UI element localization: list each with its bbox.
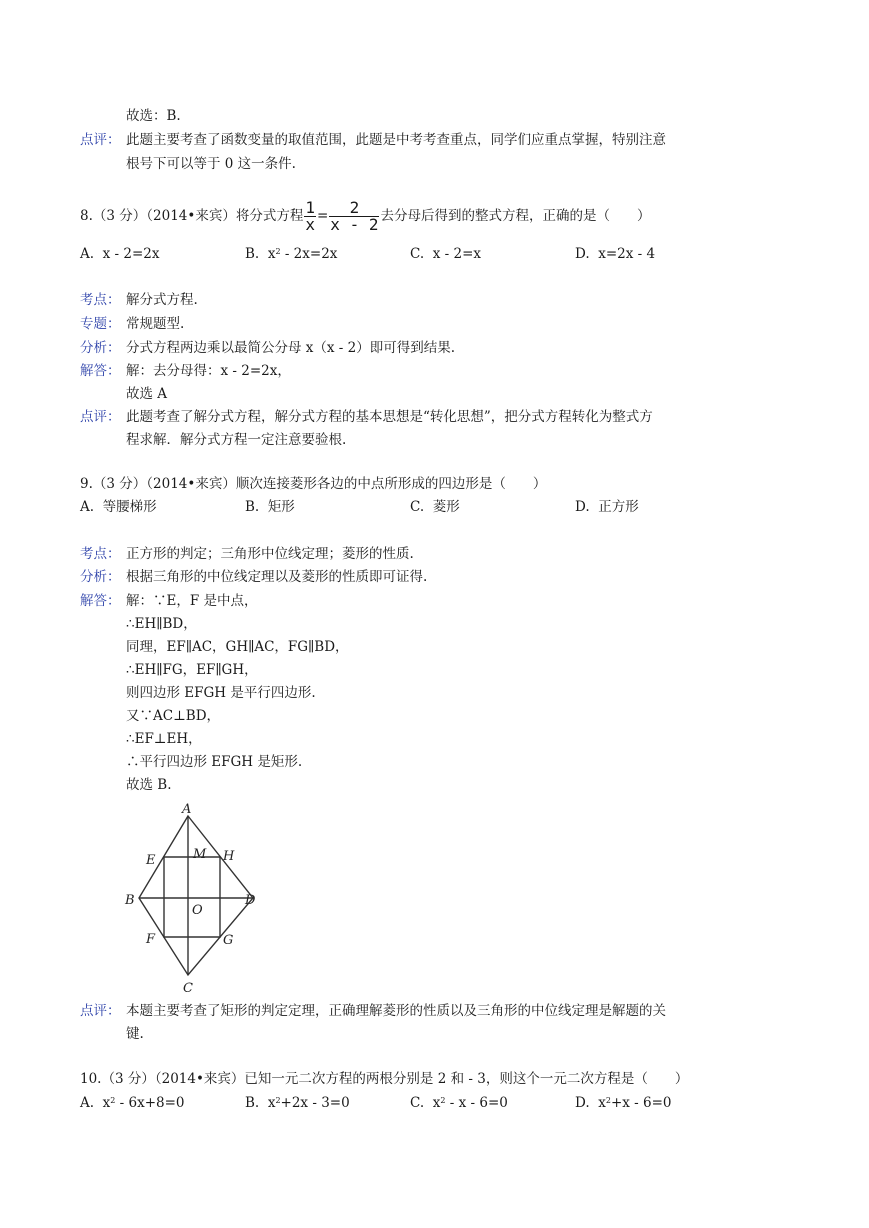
q9-step-3: 同理，EF∥AC，GH∥AC，FG∥BD， — [126, 639, 349, 655]
q8-jieda-line-1: 解：去分母得：x - 2=2x， — [126, 363, 291, 379]
q8-option-d-label: D. — [575, 246, 590, 262]
q8-zhuanti-label: 专题： — [80, 316, 121, 332]
q8-option-b-label: B. — [245, 246, 260, 262]
q10-option-a[interactable] — [80, 1094, 185, 1112]
q8-stem-prefix: 8.（3 分）（2014•来宾）将分式方程 — [80, 208, 304, 224]
q9-step-6: 又∵AC⊥BD， — [126, 708, 221, 724]
label-o: O — [192, 903, 203, 918]
rectangle-efgh — [164, 857, 220, 937]
q10-option-d-base: x — [598, 1095, 606, 1111]
q9-dianping-line-1: 本题主要考查了矩形的判定定理，正确理解菱形的性质以及三角形的中位线定理是解题的关 — [126, 1003, 666, 1019]
q10-option-a-base: x — [102, 1095, 111, 1111]
q8-frac2-denominator: x - 2 — [330, 215, 379, 234]
q8-frac1-denominator: x — [305, 215, 315, 234]
q10-stem: 10.（3 分）（2014•来宾）已知一元二次方程的两根分别是 2 和 - 3，则这个一元二次方程是（ ） — [80, 1071, 689, 1087]
q8-equals: = — [316, 208, 329, 224]
q8-kaodian-label: 考点： — [80, 292, 121, 308]
q9-step-4: ∴EH∥FG，EF∥GH， — [126, 662, 258, 678]
q9-stem: 9.（3 分）（2014•来宾）顺次连接菱形各边的中点所形成的四边形是（ ） — [80, 476, 547, 492]
label-g: G — [223, 933, 234, 948]
q8-stem — [80, 198, 650, 234]
q8-jieda-label: 解答： — [80, 363, 121, 379]
q9-jieda-label: 解答： — [80, 593, 121, 609]
q8-option-c-label: C. — [410, 246, 425, 262]
q9-dianping-line-2: 键. — [126, 1026, 144, 1042]
q8-option-b[interactable] — [245, 245, 337, 263]
q9-step-8: ∴平行四边形 EFGH 是矩形. — [126, 754, 303, 770]
label-b: B — [125, 893, 135, 908]
q8-fraction-2 — [329, 200, 379, 233]
q10-option-c-label: C. — [410, 1095, 425, 1111]
q7-comment-line-2: 根号下可以等于 0 这一条件. — [126, 156, 296, 172]
q8-dianping-label: 点评： — [80, 409, 121, 425]
label-m: M — [193, 847, 207, 862]
q9-step-1: 解：∵E，F 是中点， — [126, 593, 258, 609]
q9-kaodian-label: 考点： — [80, 546, 121, 562]
q8-option-d-text: x=2x - 4 — [598, 246, 656, 262]
q9-option-c-label: C. — [410, 499, 425, 515]
q8-stem-suffix: 去分母后得到的整式方程，正确的是（ ） — [380, 208, 651, 224]
q8-dianping-line-1: 此题考查了解分式方程，解分式方程的基本思想是“转化思想”，把分式方程转化为整式方 — [126, 409, 653, 425]
q8-kaodian: 解分式方程. — [126, 292, 198, 308]
q8-dianping-line-2: 程求解．解分式方程一定注意要验根. — [126, 432, 347, 448]
q8-frac2-numerator: 2 — [329, 200, 379, 217]
q9-option-c-text: 菱形 — [432, 499, 460, 515]
q9-step-5: 则四边形 EFGH 是平行四边形. — [126, 685, 316, 701]
q10-option-b[interactable] — [245, 1094, 350, 1112]
q8-option-a-text: x - 2=2x — [102, 246, 160, 262]
q8-option-c-text: x - 2=x — [432, 246, 482, 262]
q9-step-2: ∴EH∥BD， — [126, 616, 197, 632]
rhombus-figure — [118, 800, 268, 1000]
q8-option-b-base: x — [267, 246, 276, 262]
q10-option-d-exponent: 2 — [605, 1096, 611, 1105]
q8-fenxi: 分式方程两边乘以最简公分母 x（x - 2）即可得到结果. — [126, 340, 456, 356]
q9-option-c[interactable] — [410, 498, 460, 516]
q9-fenxi-label: 分析： — [80, 569, 121, 585]
q9-step-9: 故选 B. — [126, 777, 172, 793]
q9-option-b-text: 矩形 — [267, 499, 295, 515]
q10-option-c-exponent: 2 — [440, 1096, 446, 1105]
label-a: A — [182, 802, 192, 817]
q9-kaodian: 正方形的判定；三角形中位线定理；菱形的性质. — [126, 546, 414, 562]
q9-option-b-label: B. — [245, 499, 260, 515]
q7-comment-label: 点评： — [80, 132, 121, 148]
q10-option-c-rest: - x - 6=0 — [445, 1095, 508, 1111]
q9-fenxi: 根据三角形的中位线定理以及菱形的性质即可证得. — [126, 569, 428, 585]
q7-comment-line-1: 此题主要考查了函数变量的取值范围，此题是中考考查重点，同学们应重点掌握，特别注意 — [126, 132, 666, 148]
q10-option-c[interactable] — [410, 1094, 508, 1112]
label-c: C — [183, 981, 193, 996]
q8-option-a[interactable] — [80, 245, 160, 263]
q8-jieda-line-2: 故选 A — [126, 386, 168, 402]
q10-option-b-base: x — [267, 1095, 276, 1111]
q8-fraction-1 — [304, 200, 316, 233]
q9-step-7: ∴EF⊥EH， — [126, 731, 202, 747]
q9-option-d-text: 正方形 — [598, 499, 639, 515]
label-e: E — [146, 853, 156, 868]
q8-option-d[interactable] — [575, 245, 655, 263]
label-f: F — [146, 932, 156, 947]
rhombus-abcd — [139, 816, 253, 975]
q9-option-b[interactable] — [245, 498, 295, 516]
q10-option-a-rest: - 6x+8=0 — [115, 1095, 185, 1111]
q10-option-a-exponent: 2 — [110, 1096, 116, 1105]
q9-option-a-text: 等腰梯形 — [102, 499, 157, 515]
q10-option-d-rest: +x - 6=0 — [610, 1095, 672, 1111]
q10-option-b-rest: +2x - 3=0 — [280, 1095, 350, 1111]
q10-option-a-label: A. — [80, 1095, 95, 1111]
q7-answer-line: 故选：B. — [126, 108, 181, 124]
q10-option-b-label: B. — [245, 1095, 260, 1111]
q9-option-d-label: D. — [575, 499, 590, 515]
q8-option-b-exponent: 2 — [275, 247, 281, 256]
q10-option-d-label: D. — [575, 1095, 590, 1111]
q9-option-a[interactable] — [80, 498, 157, 516]
q10-option-b-exponent: 2 — [275, 1096, 281, 1105]
q8-zhuanti: 常规题型. — [126, 316, 185, 332]
q10-option-d[interactable] — [575, 1094, 672, 1112]
q9-option-d[interactable] — [575, 498, 639, 516]
q8-option-a-label: A. — [80, 246, 95, 262]
q9-dianping-label: 点评： — [80, 1003, 121, 1019]
q8-frac1-numerator: 1 — [305, 198, 315, 217]
q8-option-b-rest: - 2x=2x — [280, 246, 338, 262]
label-h: H — [223, 849, 235, 864]
q8-option-c[interactable] — [410, 245, 481, 263]
q8-fenxi-label: 分析： — [80, 340, 121, 356]
q9-option-a-label: A. — [80, 499, 95, 515]
label-d: D — [245, 893, 256, 908]
q10-option-c-base: x — [432, 1095, 441, 1111]
